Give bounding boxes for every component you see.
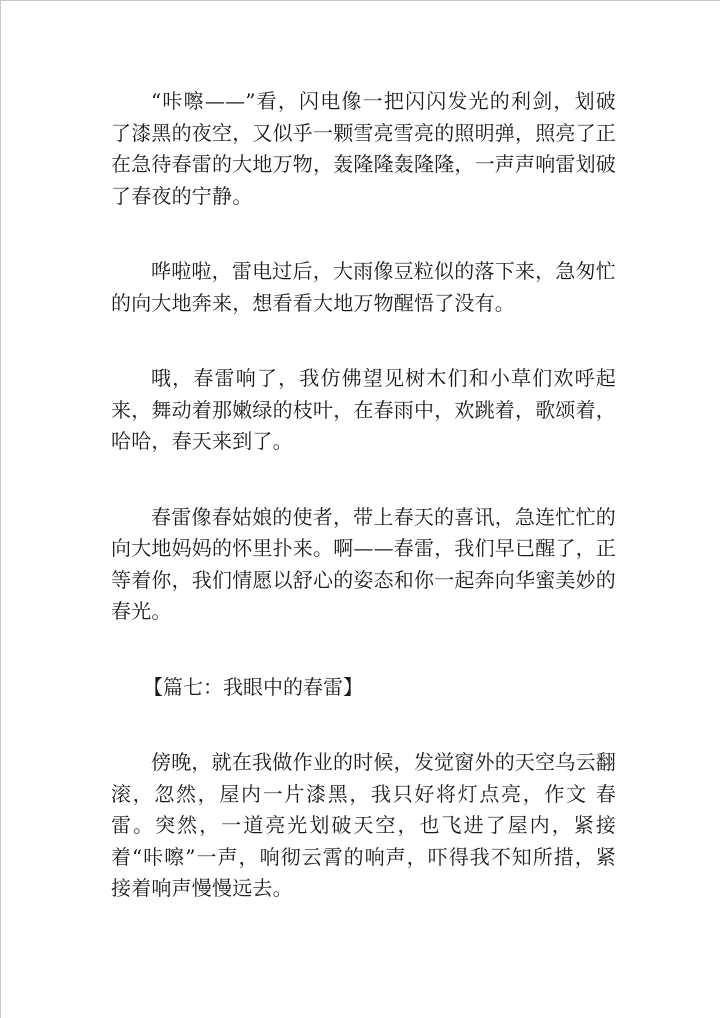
paragraph-spring-thunder: 哦，春雷响了，我仿佛望见树木们和小草们欢呼起来，舞动着那嫩绿的枝叶，在春雨中，欢跳着，歌颂着，哈哈，春天来到了。 — [111, 366, 616, 453]
paragraph-messenger: 春雷像春姑娘的使者，带上春天的喜讯，急连忙忙的向大地妈妈的怀里扑来。啊——春雷，我们早已醒了，正等着你，我们情愿以舒心的姿态和你一起奔向华蜜美妙的春光。 — [111, 504, 616, 623]
paragraph-lightning: “咔嚓——”看，闪电像一把闪闪发光的利剑，划破了漆黑的夜空，又似乎一颗雪亮雪亮的照明弹，照亮了正在急待春雷的大地万物，轰隆隆轰隆隆，一声声响雷划破了春夜的宁静。 — [111, 89, 616, 208]
paragraph-rain: 哗啦啦，雷电过后，大雨像豆粒似的落下来，急匆忙的向大地奔来，想看看大地万物醒悟了没有。 — [111, 259, 616, 315]
document-body — [111, 86, 616, 905]
paragraph-evening: 傍晚，就在我做作业的时候，发觉窗外的天空乌云翻滚，忽然，屋内一片漆黑，我只好将灯点亮，作文 春雷。突然，一道亮光划破天空，也飞进了屋内，紧接着“咔嚓”一声，响彻云霄的响声，吓得我不知所措，紧接着响声慢慢远去。 — [111, 750, 616, 900]
section-title: 【篇七：我眼中的春雷】 — [143, 674, 363, 699]
